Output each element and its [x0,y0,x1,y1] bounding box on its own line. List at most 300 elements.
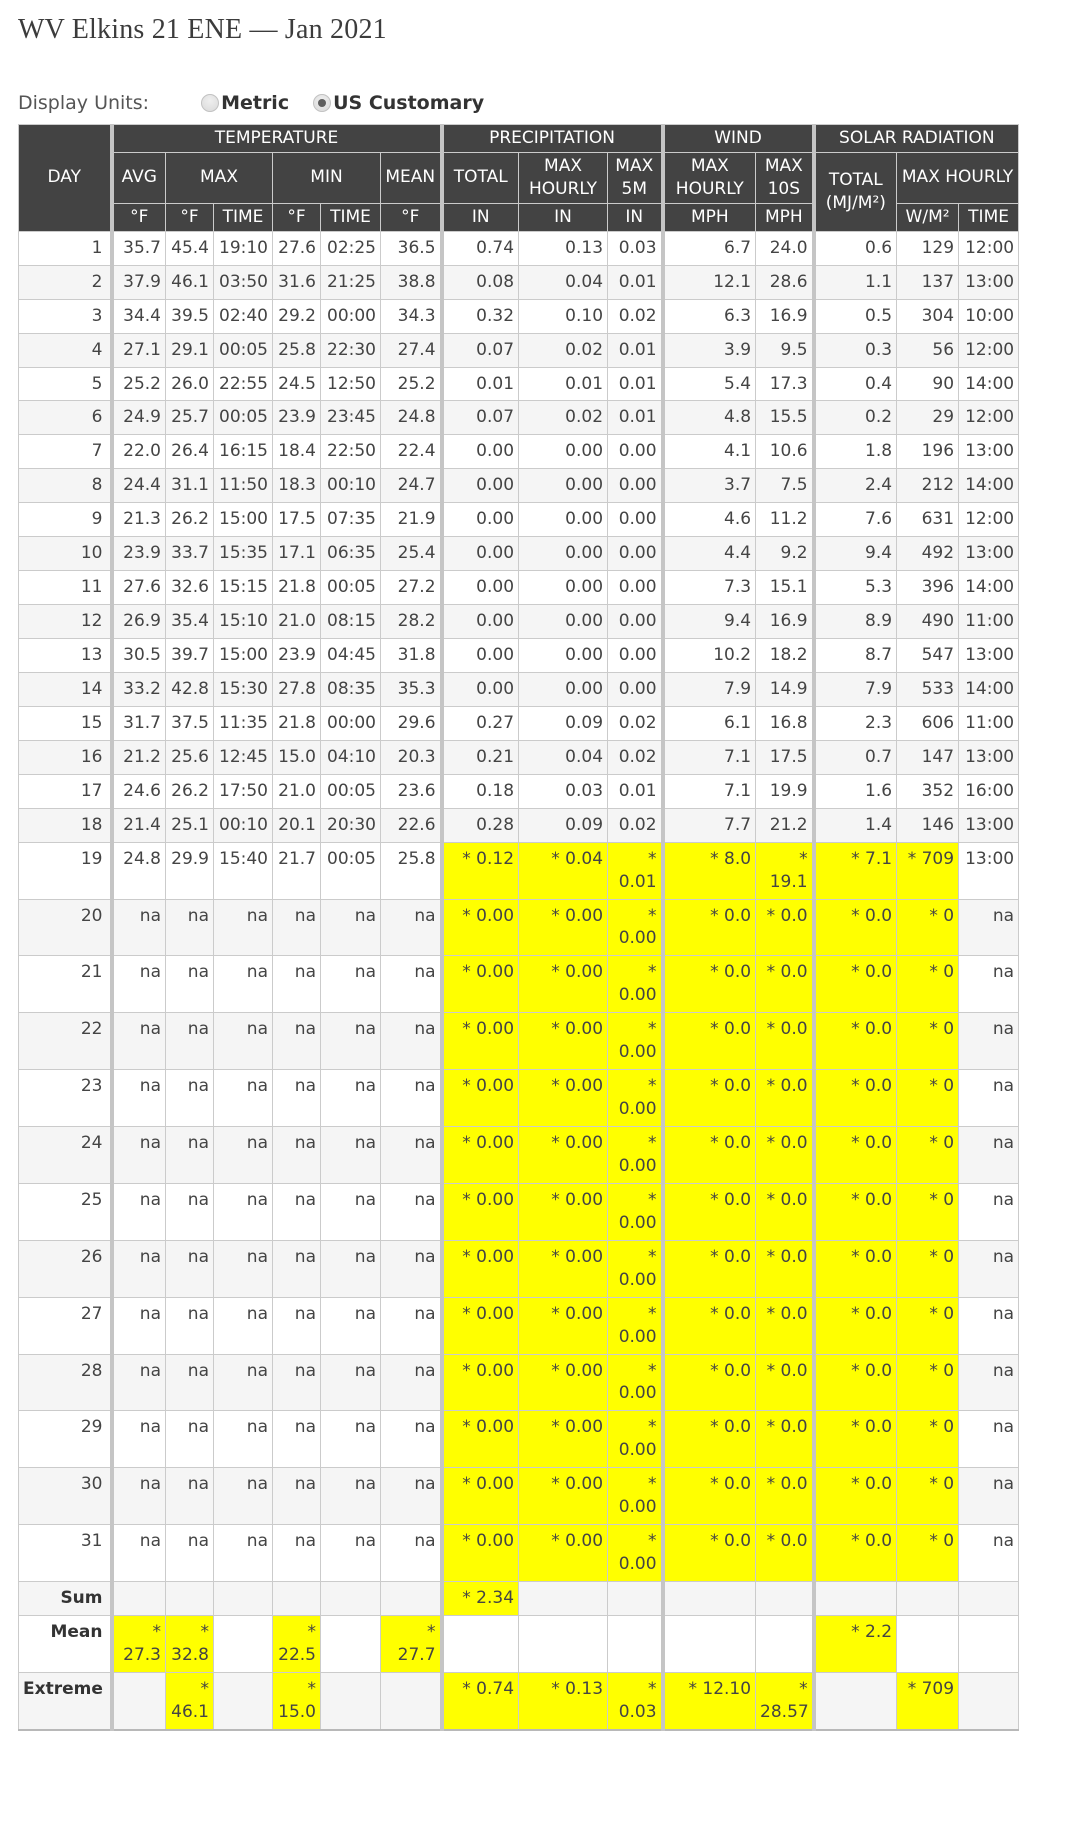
table-row [19,1183,1019,1240]
data-cell: 30.5 [112,639,166,673]
data-cell: 04:45 [321,639,381,673]
unit-wind-max-10s-mph: MPH [756,203,814,231]
data-cell: 12:00 [959,231,1019,265]
data-cell: 24.4 [112,469,166,503]
table-row [19,808,1019,842]
data-cell: 31.6 [273,265,321,299]
data-cell: 147 [897,740,959,774]
data-cell: 0.10 [519,299,608,333]
data-cell: 13:00 [959,537,1019,571]
summary-row-label: Mean [19,1615,112,1672]
radio-option-metric[interactable] [201,92,289,114]
data-cell: 00:05 [321,571,381,605]
data-cell: 42.8 [166,672,214,706]
data-cell: 12:00 [959,503,1019,537]
data-cell: 13:00 [959,639,1019,673]
data-cell: 0.01 [442,367,519,401]
data-cell: na [959,1070,1019,1127]
table-row [19,639,1019,673]
data-cell: 27.1 [112,333,166,367]
day-cell: 25 [19,1183,112,1240]
data-cell: 34.4 [112,299,166,333]
data-cell: 22:55 [214,367,273,401]
data-cell: 00:00 [321,299,381,333]
data-cell: na [112,1525,166,1582]
data-cell: 2.4 [814,469,897,503]
data-cell: 7.3 [663,571,756,605]
data-cell: 146 [897,808,959,842]
data-cell: * 0.00 [608,1240,663,1297]
data-cell: * 0.0 [663,1354,756,1411]
unit-total-in: IN [442,203,519,231]
data-cell [442,1615,519,1672]
data-cell: 0.00 [519,537,608,571]
data-cell: 6.7 [663,231,756,265]
summary-row [19,1672,1019,1729]
data-cell: 0.18 [442,774,519,808]
day-cell: 6 [19,401,112,435]
table-row [19,469,1019,503]
data-cell: 8.9 [814,605,897,639]
data-cell: * 0.0 [814,899,897,956]
data-cell: na [166,899,214,956]
data-cell: * 7.1 [814,842,897,899]
data-cell: na [959,1468,1019,1525]
data-cell: na [381,1525,442,1582]
data-cell: * 0 [897,1354,959,1411]
data-cell: * 0 [897,899,959,956]
data-cell: 0.00 [519,639,608,673]
day-cell: 7 [19,435,112,469]
summary-row [19,1615,1019,1672]
data-cell: 492 [897,537,959,571]
table-row [19,1354,1019,1411]
data-cell: 23.6 [381,774,442,808]
data-cell: * 32.8 [166,1615,214,1672]
data-cell: 15.0 [273,740,321,774]
data-cell: 490 [897,605,959,639]
unit-min-time: TIME [321,203,381,231]
data-cell: 0.00 [442,503,519,537]
data-cell: * 0.0 [814,1127,897,1184]
page-title: WV Elkins 21 ENE — Jan 2021 [18,14,387,45]
data-cell [519,1615,608,1672]
data-cell: 0.2 [814,401,897,435]
data-cell: na [214,899,273,956]
data-cell: 196 [897,435,959,469]
data-cell: 4.4 [663,537,756,571]
data-cell: 21.4 [112,808,166,842]
data-cell: na [381,1240,442,1297]
group-header-temperature: TEMPERATURE [112,125,442,153]
table-row [19,842,1019,899]
data-cell: * 27.3 [112,1615,166,1672]
data-cell: 29.2 [273,299,321,333]
data-cell: * 0.01 [608,842,663,899]
data-cell: na [112,956,166,1013]
day-cell: 31 [19,1525,112,1582]
unit-solar-wm2: W/M² [897,203,959,231]
unit-max-f: °F [166,203,214,231]
data-cell: 37.9 [112,265,166,299]
data-cell: na [112,1240,166,1297]
data-cell: 19.9 [756,774,814,808]
subheader-solar-total: TOTAL (MJ/M²) [814,152,897,231]
data-cell: * 0.00 [519,1354,608,1411]
data-cell: 1.6 [814,774,897,808]
data-cell: * 0.0 [663,1127,756,1184]
data-cell: 0.00 [442,605,519,639]
radio-option-us-customary[interactable] [313,92,484,114]
data-cell: 0.01 [608,401,663,435]
data-cell: * 0.00 [519,1183,608,1240]
data-cell: 0.6 [814,231,897,265]
data-cell: 20:30 [321,808,381,842]
data-cell: 27.4 [381,333,442,367]
day-cell: 18 [19,808,112,842]
data-cell: 21:25 [321,265,381,299]
data-cell: * 0.0 [814,1013,897,1070]
data-cell: * 0.0 [663,1297,756,1354]
data-cell: na [214,956,273,1013]
data-cell: * 0.74 [442,1672,519,1729]
data-cell: na [321,1297,381,1354]
table-row [19,1013,1019,1070]
display-units-label: Display Units: [18,92,150,114]
table-row [19,774,1019,808]
data-cell: 7.9 [663,672,756,706]
data-cell: 25.1 [166,808,214,842]
data-cell: 28.6 [756,265,814,299]
data-cell: na [273,1297,321,1354]
data-cell: 15:30 [214,672,273,706]
col-header-day: DAY [19,125,112,232]
data-cell: * 0.0 [663,1468,756,1525]
data-cell: 25.8 [381,842,442,899]
data-cell: 5.3 [814,571,897,605]
data-cell: na [321,1240,381,1297]
data-cell: na [959,1354,1019,1411]
table-row [19,956,1019,1013]
data-cell: * 2.34 [442,1582,519,1616]
data-cell: 1.1 [814,265,897,299]
data-cell: 15:35 [214,537,273,571]
radio-icon-us-customary[interactable] [313,94,331,112]
data-cell: 12:45 [214,740,273,774]
data-cell: * 0 [897,1297,959,1354]
data-cell: na [959,1297,1019,1354]
data-cell: * 0.0 [756,1525,814,1582]
data-cell: 16.9 [756,299,814,333]
data-cell: * 2.2 [814,1615,897,1672]
data-cell: 23:45 [321,401,381,435]
data-cell: 08:35 [321,672,381,706]
data-cell: 0.00 [608,503,663,537]
weather-table [18,124,1019,1731]
data-cell: * 0.0 [756,1070,814,1127]
data-cell: 7.6 [814,503,897,537]
data-cell: na [166,1411,214,1468]
day-cell: 17 [19,774,112,808]
data-cell [519,1582,608,1616]
data-cell: na [381,1468,442,1525]
data-cell: 10.6 [756,435,814,469]
data-cell [608,1615,663,1672]
data-cell: 38.8 [381,265,442,299]
data-cell: * 0.00 [608,1070,663,1127]
subheader-wind-max-hourly: MAX HOURLY [663,152,756,203]
unit-max-5m-in: IN [608,203,663,231]
data-cell: na [321,1127,381,1184]
subheader-temp-avg: AVG [112,152,166,203]
table-row [19,333,1019,367]
data-cell: * 0.0 [814,1297,897,1354]
data-cell: 12:00 [959,333,1019,367]
data-cell: 9.5 [756,333,814,367]
data-cell: 7.1 [663,774,756,808]
data-cell: 23.9 [112,537,166,571]
data-cell: 12:50 [321,367,381,401]
data-cell: 0.00 [519,605,608,639]
data-cell: * 0.00 [519,1411,608,1468]
display-units [18,92,1066,114]
data-cell: 0.21 [442,740,519,774]
data-cell: na [214,1183,273,1240]
data-cell: 0.04 [519,265,608,299]
data-cell: na [112,1183,166,1240]
data-cell: * 0 [897,1013,959,1070]
data-cell: na [959,1183,1019,1240]
data-cell: 0.00 [442,469,519,503]
day-cell: 16 [19,740,112,774]
data-cell: 37.5 [166,706,214,740]
data-cell [214,1582,273,1616]
data-cell: na [112,1354,166,1411]
data-cell: na [214,1468,273,1525]
data-cell: na [273,1013,321,1070]
data-cell: * 0.0 [756,899,814,956]
data-cell: na [381,1354,442,1411]
data-cell: 15:40 [214,842,273,899]
data-cell: 13:00 [959,740,1019,774]
data-cell: * 0 [897,1468,959,1525]
data-cell: 0.74 [442,231,519,265]
data-cell: * 0.12 [442,842,519,899]
data-cell: 25.7 [166,401,214,435]
data-cell: 24.9 [112,401,166,435]
data-cell: 631 [897,503,959,537]
data-cell: * 0.00 [519,1070,608,1127]
data-cell: 9.2 [756,537,814,571]
data-cell [756,1615,814,1672]
data-cell: 25.2 [112,367,166,401]
table-row [19,740,1019,774]
data-cell: * 8.0 [663,842,756,899]
data-cell: na [321,1070,381,1127]
data-cell: 2.3 [814,706,897,740]
data-cell [897,1582,959,1616]
data-cell: * 0.00 [442,1468,519,1525]
data-cell: na [112,1127,166,1184]
data-cell [897,1615,959,1672]
table-row [19,1240,1019,1297]
data-cell: 21.7 [273,842,321,899]
data-cell: 11.2 [756,503,814,537]
data-cell: na [381,956,442,1013]
table-row [19,503,1019,537]
data-cell: na [381,1297,442,1354]
data-cell: * 0.00 [442,1525,519,1582]
radio-label-metric: Metric [221,92,290,114]
data-cell: * 0.0 [814,1354,897,1411]
data-cell: na [166,1240,214,1297]
data-cell: 8.7 [814,639,897,673]
data-cell: * 0.0 [663,1411,756,1468]
data-cell: 35.3 [381,672,442,706]
data-cell: * 0.0 [814,1411,897,1468]
data-cell: * 0.0 [756,1183,814,1240]
data-cell [381,1582,442,1616]
data-cell: 14:00 [959,672,1019,706]
data-cell: 3.7 [663,469,756,503]
data-cell: 10.2 [663,639,756,673]
day-cell: 23 [19,1070,112,1127]
data-cell [273,1582,321,1616]
data-cell: 22.4 [381,435,442,469]
data-cell: * 0.00 [608,1297,663,1354]
table-row [19,706,1019,740]
day-cell: 15 [19,706,112,740]
data-cell: 33.7 [166,537,214,571]
data-cell: 56 [897,333,959,367]
data-cell: * 0 [897,956,959,1013]
data-cell: 0.00 [608,605,663,639]
data-cell: 1.4 [814,808,897,842]
data-cell: 33.2 [112,672,166,706]
data-cell: * 0 [897,1240,959,1297]
data-cell: na [214,1297,273,1354]
data-cell: 27.2 [381,571,442,605]
data-cell: 17.5 [756,740,814,774]
data-cell: na [273,1354,321,1411]
data-cell: * 0 [897,1525,959,1582]
data-cell: 15:00 [214,639,273,673]
data-cell: na [273,1468,321,1525]
day-cell: 26 [19,1240,112,1297]
data-cell: na [273,1183,321,1240]
data-cell: na [381,1013,442,1070]
unit-wind-max-hourly-mph: MPH [663,203,756,231]
unit-max-hourly-in: IN [519,203,608,231]
data-cell: 16.8 [756,706,814,740]
day-cell: 29 [19,1411,112,1468]
data-cell: 0.01 [519,367,608,401]
summary-row-label: Extreme [19,1672,112,1729]
data-cell: 13:00 [959,808,1019,842]
day-cell: 27 [19,1297,112,1354]
data-cell: na [214,1240,273,1297]
data-cell: 4.6 [663,503,756,537]
radio-icon-metric[interactable] [201,94,219,112]
data-cell: * 0.0 [663,1240,756,1297]
data-cell: na [321,1183,381,1240]
data-cell: * 0.03 [608,1672,663,1729]
data-cell: * 0.0 [756,1468,814,1525]
data-cell: 0.03 [608,231,663,265]
data-cell: 26.0 [166,367,214,401]
data-cell: 14:00 [959,367,1019,401]
data-cell: 11:35 [214,706,273,740]
table-row [19,1468,1019,1525]
data-cell: 15.5 [756,401,814,435]
data-cell: 0.02 [608,299,663,333]
data-cell: 08:15 [321,605,381,639]
data-cell: * 15.0 [273,1672,321,1729]
data-cell: 533 [897,672,959,706]
data-cell: 20.3 [381,740,442,774]
data-cell: 17.5 [273,503,321,537]
data-cell: * 709 [897,1672,959,1729]
data-cell: 13:00 [959,265,1019,299]
table-row [19,401,1019,435]
data-cell: 0.00 [608,639,663,673]
table-row [19,672,1019,706]
data-cell: 0.07 [442,333,519,367]
data-cell: na [959,956,1019,1013]
data-cell: na [112,1468,166,1525]
data-cell: na [166,1525,214,1582]
data-cell: * 0.0 [663,1525,756,1582]
data-cell: 39.5 [166,299,214,333]
data-cell: 0.00 [608,537,663,571]
data-cell: 23.9 [273,639,321,673]
subheader-temp-mean: MEAN [381,152,442,203]
unit-max-time: TIME [214,203,273,231]
data-cell: 7.7 [663,808,756,842]
data-cell: 0.28 [442,808,519,842]
data-cell: 4.1 [663,435,756,469]
data-cell: na [273,1411,321,1468]
data-cell [608,1582,663,1616]
data-cell: * 0.00 [442,1013,519,1070]
data-cell: 0.00 [519,435,608,469]
day-cell: 8 [19,469,112,503]
data-cell: na [321,1525,381,1582]
data-cell: * 0.04 [519,842,608,899]
data-cell: 11:50 [214,469,273,503]
data-cell: 24.8 [112,842,166,899]
table-row [19,1411,1019,1468]
data-cell: 6.1 [663,706,756,740]
data-cell: na [381,1411,442,1468]
data-cell: * 0.00 [442,1354,519,1411]
data-cell: na [321,1354,381,1411]
data-cell: 0.7 [814,740,897,774]
data-cell: 21.0 [273,774,321,808]
data-cell: 26.2 [166,774,214,808]
data-cell [814,1582,897,1616]
data-cell: na [166,1354,214,1411]
data-cell: 17:50 [214,774,273,808]
data-cell: 0.00 [608,469,663,503]
data-cell: 0.08 [442,265,519,299]
data-cell [321,1615,381,1672]
data-cell: 0.3 [814,333,897,367]
unit-mean-f: °F [381,203,442,231]
data-cell: na [214,1127,273,1184]
data-cell: 0.27 [442,706,519,740]
subheader-wind-max-10s: MAX 10S [756,152,814,203]
